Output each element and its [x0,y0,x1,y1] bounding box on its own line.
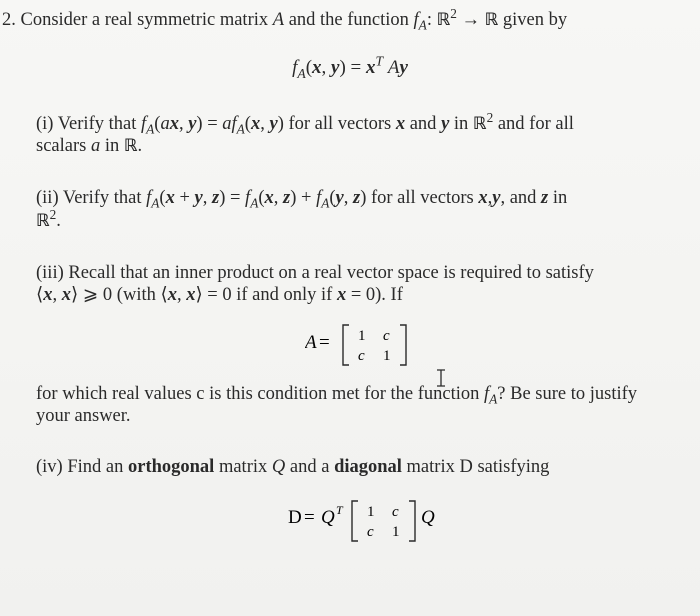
part-ii-line-2: ℝ$^2$. [36,206,61,231]
svg-text:1: 1 [367,504,375,520]
svg-text:c: c [392,504,399,520]
part-i-line-2: scalars a in ℝ. [36,136,143,156]
part-iii-line-3: for which real values c is this condition met for the function $f_A$? Be sure to justify [36,384,638,407]
part-iii-line-4: your answer. [36,406,131,426]
svg-text:c: c [367,524,374,540]
problem-intro: Consider a real symmetric matrix A and the function $f_A$: ℝ$^2$ → ℝ given by [20,5,568,33]
svg-text:=: = [319,332,330,353]
svg-text:c: c [358,348,365,364]
svg-text:Q: Q [421,507,435,528]
svg-text:T: T [336,503,343,517]
svg-text:=: = [304,507,315,528]
svg-text:1: 1 [392,524,400,540]
part-iii-line-1: (iii) Recall that an inner product on a real vector space is required to satisfy [36,263,594,283]
definition-equation: $f_A(x$, $y) = x^T$ Ay [292,53,408,81]
part-ii-line-1: (ii) Verify that $f_A(x + y$, $z) = f_A(x$, $z) + f_A(y$, z) for all vectors x,y, and z in [36,188,568,211]
text-cursor-icon [435,369,447,387]
problem-heading-line [2,5,568,33]
svg-text:c: c [383,328,390,344]
svg-text:D: D [288,507,302,528]
svg-text:Q: Q [321,507,335,528]
part-i-line-1: (i) Verify that $f_A(ax$, $y) = af_A(x$, y) for all vectors x and y in ℝ$^2$ and for all [36,109,574,137]
problem-number: 2. [2,10,16,30]
matrix-A-equation [305,318,415,372]
matrix-A-label-symbol: A [305,332,317,353]
part-iii-line-2: ⟨x, x⟩ ⩾ 0 (with ⟨x, x⟩ = 0 if and only if x = 0). If [36,285,403,305]
svg-text:1: 1 [383,348,391,364]
svg-text:1: 1 [358,328,366,344]
part-iv-equation [288,492,438,548]
part-iv-line-1: (iv) Find an orthogonal matrix Q and a diagonal matrix D satisfying [36,457,550,477]
